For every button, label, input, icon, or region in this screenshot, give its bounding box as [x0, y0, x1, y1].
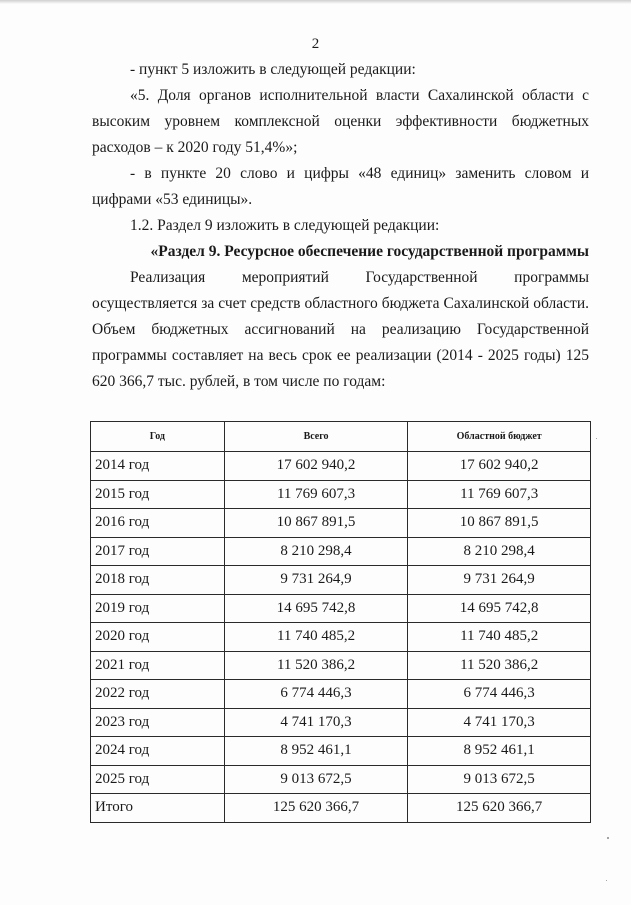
cell-regional-budget: 14 695 742,8	[408, 594, 591, 623]
scan-speck	[606, 880, 607, 881]
cell-year: 2015 год	[91, 480, 225, 509]
budget-table	[90, 421, 591, 823]
table-header-row	[91, 422, 591, 452]
cell-regional-budget: 17 602 940,2	[408, 452, 591, 481]
scan-speck	[596, 438, 597, 439]
cell-regional-budget: 6 774 446,3	[408, 680, 591, 709]
scan-speck	[607, 837, 609, 839]
table-row	[91, 480, 591, 509]
table-row	[91, 794, 591, 823]
cell-year: 2020 год	[91, 623, 225, 652]
header-total: Всего	[224, 422, 408, 452]
cell-total: 8 210 298,4	[224, 537, 408, 566]
table-row	[91, 509, 591, 538]
cell-total: 9 731 264,9	[224, 566, 408, 595]
cell-regional-budget: 11 769 607,3	[408, 480, 591, 509]
cell-year: 2018 год	[91, 566, 225, 595]
table-row	[91, 651, 591, 680]
table-row	[91, 680, 591, 709]
table-body	[91, 452, 591, 823]
cell-total: 10 867 891,5	[224, 509, 408, 538]
header-year: Год	[91, 422, 225, 452]
cell-total: 11 520 386,2	[224, 651, 408, 680]
table-row	[91, 452, 591, 481]
cell-regional-budget: 10 867 891,5	[408, 509, 591, 538]
cell-total: 11 740 485,2	[224, 623, 408, 652]
cell-regional-budget: 11 520 386,2	[408, 651, 591, 680]
cell-regional-budget: 8 952 461,1	[408, 737, 591, 766]
cell-total: 4 741 170,3	[224, 708, 408, 737]
cell-year: Итого	[91, 794, 225, 823]
scan-top-edge	[0, 0, 631, 4]
cell-regional-budget: 125 620 366,7	[408, 794, 591, 823]
section-heading: «Раздел 9. Ресурсное обеспечение государственной программы	[150, 243, 589, 260]
table-row	[91, 594, 591, 623]
cell-total: 125 620 366,7	[224, 794, 408, 823]
table-row	[91, 537, 591, 566]
paragraph-funding: Реализация мероприятий Государственной программы осуществляется за счет средств областного бюджета Сахалинской области. Объем бюджетных ассигнований на реализацию Государственной программы составляет на весь срок ее реализации (2014 - 2025 годы) 125 620 366,7 тыс. рублей, в том числе по годам:	[92, 269, 589, 390]
paragraph-item20: - в пункте 20 слово и цифры «48 единиц» заменить словом и цифрами «53 единицы».	[92, 165, 589, 208]
cell-regional-budget: 8 210 298,4	[408, 537, 591, 566]
cell-regional-budget: 4 741 170,3	[408, 708, 591, 737]
cell-year: 2025 год	[91, 765, 225, 794]
cell-total: 11 769 607,3	[224, 480, 408, 509]
cell-year: 2017 год	[91, 537, 225, 566]
cell-total: 8 952 461,1	[224, 737, 408, 766]
cell-total: 17 602 940,2	[224, 452, 408, 481]
paragraph-item5-intro: - пункт 5 изложить в следующей редакции:	[130, 61, 416, 78]
cell-regional-budget: 11 740 485,2	[408, 623, 591, 652]
paragraph-item5-text: «5. Доля органов исполнительной власти Сахалинской области с высоким уровнем комплексной оценки эффективности бюджетных расходов – к 2020 году 51,4%»;	[92, 87, 589, 156]
amendment-text	[92, 57, 589, 395]
cell-regional-budget: 9 013 672,5	[408, 765, 591, 794]
cell-total: 14 695 742,8	[224, 594, 408, 623]
table-row	[91, 737, 591, 766]
paragraph-section9-intro: 1.2. Раздел 9 изложить в следующей редакции:	[130, 217, 440, 234]
table-row	[91, 566, 591, 595]
cell-year: 2023 год	[91, 708, 225, 737]
table-row	[91, 708, 591, 737]
page-number: 2	[311, 36, 320, 52]
cell-year: 2022 год	[91, 680, 225, 709]
cell-year: 2024 год	[91, 737, 225, 766]
cell-year: 2014 год	[91, 452, 225, 481]
cell-year: 2016 год	[91, 509, 225, 538]
cell-regional-budget: 9 731 264,9	[408, 566, 591, 595]
header-regional-budget: Областной бюджет	[408, 422, 591, 452]
cell-total: 9 013 672,5	[224, 765, 408, 794]
cell-total: 6 774 446,3	[224, 680, 408, 709]
cell-year: 2019 год	[91, 594, 225, 623]
table-row	[91, 765, 591, 794]
cell-year: 2021 год	[91, 651, 225, 680]
table-row	[91, 623, 591, 652]
